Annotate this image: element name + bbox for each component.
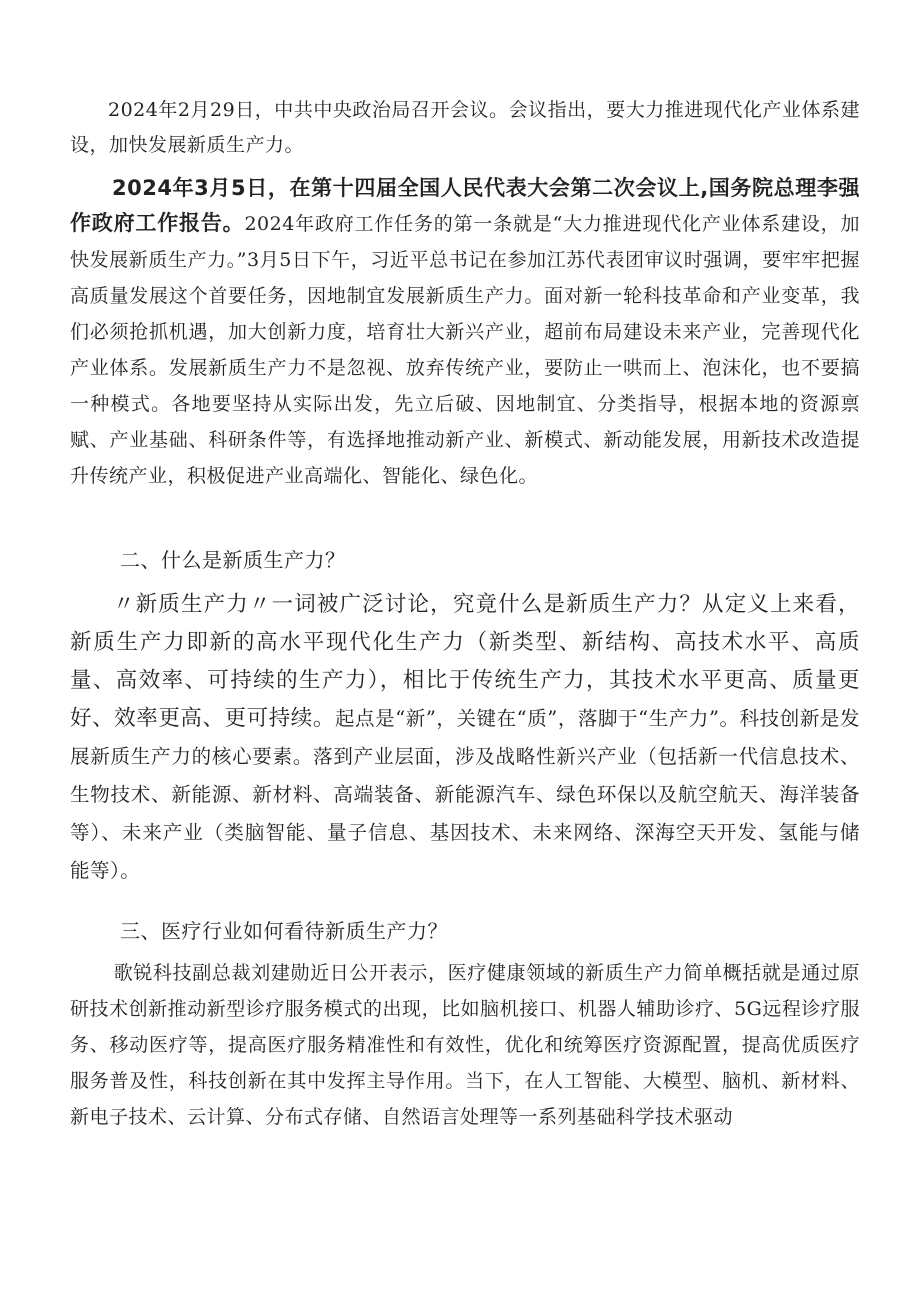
paragraph-bold-lead: 2024年3月5日，在第十四届全国人民代表大会第二次会议上,国务院总理李强作政府工作报告。	[70, 176, 860, 235]
paragraph-government-work-report	[70, 171, 860, 494]
paragraph-text: 起点是“新”，关键在“质”，落脚于“生产力”。科技创新是发展新质生产力的核心要素。落到产业层面，涉及战略性新兴产业（包括新一代信息技术、生物技术、新能源、新材料、高端装备、新能源汽车、绿色环保以及航空航天、海洋装备等）、未来产业（类脑智能、量子信息、基因技术、未来网络、深海空天开发、氢能与储能等）。	[70, 707, 860, 882]
paragraph-meeting-2024-02-29	[70, 93, 860, 163]
paragraph-text: 歌锐科技副总裁刘建勋近日公开表示，医疗健康领域的新质生产力简单概括就是通过原研技术创新推动新型诊疗服务模式的出现，比如脑机接口、机器人辅助诊疗、5G远程诊疗服务、移动医疗等，提高医疗服务精准性和有效性，优化和统筹医疗资源配置，提高优质医疗服务普及性，科技创新在其中发挥主导作用。当下，在人工智能、大模型、脑机、新材料、新电子技术、云计算、分布式存储、自然语言处理等一系列基础科学技术驱动	[70, 962, 860, 1128]
section-heading-3	[70, 914, 860, 949]
paragraph-medical-industry	[70, 955, 860, 1135]
section-heading-2	[70, 543, 860, 578]
paragraph-definition	[70, 586, 860, 890]
paragraph-bold-lead: 〃新质生产力〃一词被广泛讨论，究竟什么是新质生产力？从定义上来看，新质生产力即新的高水平现代化生产力（新类型、新结构、高技术水平、高质量、高效率、可持续的生产力），相比于传统生产力，其技术水平更高、质量更好、效率更高、更可持续。	[70, 592, 860, 731]
heading-text: 二、什么是新质生产力？	[120, 548, 346, 572]
paragraph-text: 2024年2月29日，中共中央政治局召开会议。会议指出，要大力推进现代化产业体系建设，加快发展新质生产力。	[70, 99, 860, 156]
heading-text: 三、医疗行业如何看待新质生产力？	[120, 919, 448, 943]
paragraph-text: 2024年政府工作任务的第一条就是“大力推进现代化产业体系建设，加快发展新质生产力。”3月5日下午，习近平总书记在参加江苏代表团审议时强调，要牢牢把握高质量发展这个首要任务，因地制宜发展新质生产力。面对新一轮科技革命和产业变革，我们必须抢抓机遇，加大创新力度，培育壮大新兴产业，超前布局建设未来产业，完善现代化产业体系。发展新质生产力不是忽视、放弃传统产业，要防止一哄而上、泡沫化，也不要搞一种模式。各地要坚持从实际出发，先立后破、因地制宜、分类指导，根据本地的资源禀赋、产业基础、科研条件等，有选择地推动新产业、新模式、新动能发展，用新技术改造提升传统产业，积极促进产业高端化、智能化、绿色化。	[70, 213, 860, 487]
